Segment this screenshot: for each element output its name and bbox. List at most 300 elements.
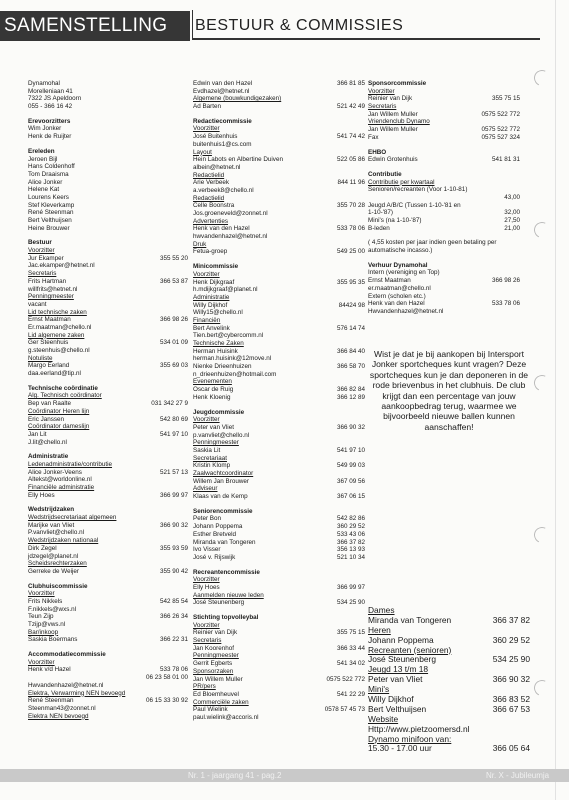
entry-text: Henk Kloenig: [193, 393, 231, 401]
entry-text: paul.wielink@accoris.nl: [193, 713, 259, 721]
entry-text: Website: [368, 713, 399, 724]
entry-text: Tom Draaisma: [28, 170, 69, 178]
section-title: [193, 508, 365, 516]
entry-text: Penningmeester: [193, 652, 239, 660]
section-title: [28, 583, 188, 591]
entry-text: Sponsorcommissie: [368, 80, 427, 87]
entry-text: Verhuur Dynamohal: [368, 261, 428, 269]
entry-value: 366 58 70: [336, 363, 365, 371]
entry-line: [28, 560, 188, 568]
entry-value: 366 90 32: [159, 521, 188, 529]
entry-text: Layout: [193, 148, 212, 156]
entry-text: Ernst Maatman: [28, 316, 71, 324]
entry-text: Edwin Grotenhuis: [368, 156, 418, 164]
entry-value: 27,50: [504, 217, 520, 224]
entry-value: 366 53 87: [159, 277, 188, 285]
entry-line: [193, 447, 365, 455]
section-title: [28, 385, 188, 393]
entry-value: 549 99 03: [336, 462, 365, 470]
entry-line: [28, 255, 188, 263]
entry-text: Morelleniaan 41: [28, 87, 73, 95]
entry-text: Secretaris: [193, 637, 222, 645]
entry-line: [368, 675, 530, 685]
entry-line: [193, 202, 365, 210]
entry-value: 521 10 34: [336, 553, 365, 561]
entry-line: [193, 629, 365, 637]
entry-text: Evenementen: [193, 378, 232, 386]
entry-line: [193, 195, 365, 203]
entry-value: 366 90 32: [336, 423, 365, 431]
entry-text: Aanmelden nieuwe leden: [193, 591, 264, 599]
entry-line: [193, 515, 365, 523]
entry-text: Marijke van Vliet: [28, 521, 75, 529]
entry-line: [28, 621, 188, 629]
entry-text: Bert Velthuijsen: [368, 703, 427, 714]
entry-line: [368, 277, 520, 285]
entry-text: Miranda van Tongeren: [368, 614, 452, 625]
entry-text: Druk: [193, 240, 207, 248]
entry-line: [28, 262, 188, 270]
entry-value: 366 37 82: [492, 614, 530, 625]
entry-line: [193, 576, 365, 584]
section-title: [368, 80, 520, 88]
entry-text: Jos.groeneveld@zonnet.nl: [193, 210, 268, 217]
entry-value: 366 81 85: [336, 80, 365, 87]
entry-value: 366 12 89: [336, 393, 365, 401]
entry-line: [28, 217, 188, 225]
entry-value: 366 26 34: [159, 613, 188, 621]
entry-line: [193, 699, 365, 707]
entry-line: [368, 118, 520, 126]
entry-value: 367 09 56: [336, 477, 365, 485]
entry-line: [28, 476, 188, 484]
entry-text: Wedstrijdsecretariaat algemeen: [28, 514, 117, 522]
section: [193, 508, 365, 562]
entry-line: [28, 362, 188, 370]
entry-line: [193, 599, 365, 607]
column-middle: [193, 80, 365, 729]
entry-text: José Steunenberg: [368, 654, 436, 665]
entry-value: 366 22 31: [159, 636, 188, 644]
entry-line: [193, 683, 365, 691]
entry-line: [28, 553, 188, 561]
entry-text: Wim Jonker: [28, 125, 62, 133]
entry-text: Ad Barten: [193, 103, 222, 111]
entry-line: [368, 239, 520, 247]
entry-value: 366 83 52: [492, 694, 530, 705]
entry-line: [368, 202, 520, 210]
section: [368, 262, 520, 316]
entry-value: 541 74 42: [336, 133, 365, 141]
entry-line: [28, 202, 188, 210]
entry-line: [193, 225, 365, 233]
binder-ring: [532, 373, 553, 394]
entry-text: Esther Bretveld: [193, 530, 237, 538]
entry-line: [193, 286, 365, 294]
entry-line: [28, 301, 188, 309]
binder-ring: [532, 220, 553, 241]
entry-text: willfrits@hetnet.nl: [28, 285, 78, 293]
entry-text: Redactiecommissie: [193, 117, 252, 125]
entry-line: [368, 156, 520, 164]
entry-value: 367 06 15: [336, 493, 365, 501]
entry-text: Administratie: [28, 453, 69, 461]
intersport-notice: Wist je dat je bij aankopen bij Intersport Jonker sportcheques kunt vragen? Deze sportcheques kun je dan deponeren in de rode brievenbus in het clubhuis. De club krijgt dan een percentage van jouw aankoopbedrag terug, waarmee we bijvoorbeeld nieuwe ballen kunnen aanschaffen!: [369, 349, 529, 432]
entry-text: Secretaris: [368, 103, 397, 111]
entry-line: [28, 484, 188, 492]
binder-ring: [532, 525, 553, 546]
entry-text: PR/pers: [193, 683, 216, 691]
entry-text: Dirk Zegel: [28, 544, 57, 552]
entry-text: Commerciële zaken: [193, 698, 249, 706]
section: [193, 263, 365, 401]
entry-text: Ed Bloemheuvel: [193, 690, 239, 698]
entry-line: [28, 125, 188, 133]
entry-line: [193, 187, 365, 195]
section: [193, 409, 365, 501]
entry-text: Saskia Boermans: [28, 636, 78, 644]
entry-text: Voorzitter: [368, 87, 395, 95]
entry-text: Heren: [368, 624, 391, 635]
entry-line: [28, 713, 188, 721]
entry-value: 360 29 52: [336, 523, 365, 531]
entry-text: Mini's (na 1-10-'87): [368, 217, 422, 224]
entry-value: 355 69 03: [159, 362, 188, 370]
entry-text: Voorzitter: [28, 658, 55, 666]
entry-value: 355 55 20: [159, 254, 188, 262]
entry-line: [193, 302, 365, 310]
entry-line: [28, 492, 188, 500]
entry-text: Henk van den Hazel: [368, 300, 425, 308]
entry-line: [28, 392, 188, 400]
entry-line: [28, 209, 188, 217]
entry-text: Jeugd A/B/C (Tussen 1-10-'81 en: [368, 201, 461, 209]
entry-line: [28, 332, 188, 340]
entry-text: Notuliste: [28, 354, 53, 362]
entry-line: [193, 637, 365, 645]
entry-text: Accommodatiecommissie: [28, 651, 106, 659]
footer-issue: Nr. 1 - jaargang 41 - pag.2: [188, 771, 282, 780]
entry-line: [368, 269, 520, 277]
entry-value: 0575 522 772: [326, 675, 365, 683]
entry-line: [28, 339, 188, 347]
entry-value: 366 99 97: [159, 491, 188, 499]
entry-line: [193, 80, 365, 88]
entry-text: Technische Zaken: [193, 340, 244, 347]
entry-text: Margo Eerland: [28, 362, 70, 370]
entry-text: ( 4,55 kosten per jaar indien geen betaling per: [368, 239, 497, 247]
section-title: [28, 506, 188, 514]
entry-line: [28, 439, 188, 447]
entry-line: [28, 590, 188, 598]
entry-value: 32,00: [504, 209, 520, 217]
entry-text: Paul Wielink: [193, 706, 228, 714]
entry-line: [28, 469, 188, 477]
entry-text: Celle Boonstra: [193, 202, 235, 210]
entry-text: José Buitenhuis: [193, 133, 238, 141]
entry-text: Oscar de Ruig: [193, 386, 234, 394]
entry-line: [28, 690, 188, 698]
entry-text: Willem Jan Brouwer: [193, 477, 249, 485]
entry-line: [193, 103, 365, 111]
entry-text: Alice Jonker-Veens: [28, 468, 82, 476]
entry-line: [28, 316, 188, 324]
entry-text: J.lit@chello.nl: [28, 438, 67, 446]
section-title: [368, 171, 520, 179]
entry-line: [193, 133, 365, 141]
entry-line: [193, 584, 365, 592]
entry-text: Willy15@chello.nl: [193, 309, 243, 317]
section: [193, 569, 365, 607]
section: [28, 506, 188, 575]
entry-text: Hans Coldenhoff: [28, 163, 75, 171]
entry-text: Frits Hartman: [28, 277, 67, 285]
entry-text: Hein Labots en Albertine Duiven: [193, 156, 283, 164]
entry-line: [28, 598, 188, 606]
entry-line: [368, 247, 520, 255]
entry-text: Ger Steenhuis: [28, 339, 69, 347]
entry-line: [28, 95, 188, 103]
entry-text: Elektra, Verwarming NEN bevoegd: [28, 689, 126, 697]
entry-text: Hwvandenhazel@hetnet.nl: [28, 681, 104, 689]
entry-text: Ereleden: [28, 147, 55, 155]
entry-line: [28, 636, 188, 644]
section: [28, 651, 188, 720]
entry-text: Stichting topvolleybal: [193, 614, 259, 621]
entry-text: Minicommissie: [193, 263, 239, 271]
entry-line: [193, 424, 365, 432]
entry-value: 21,00: [504, 224, 520, 232]
entry-text: Altekst@worldonline.nl: [28, 476, 92, 484]
entry-text: Tzijp@vws.nl: [28, 621, 66, 628]
entry-line: [368, 300, 520, 308]
section: [28, 80, 188, 111]
entry-line: [193, 172, 365, 180]
entry-value: 366 84 40: [336, 347, 365, 355]
entry-line: [193, 340, 365, 348]
entry-text: Algemene (bouwkundigezaken): [193, 95, 282, 103]
entry-line: [193, 394, 365, 402]
entry-text: Intern (vereniging en Top): [368, 269, 440, 277]
entry-text: Voorzitter: [193, 621, 220, 629]
entry-text: h.mdijkgraaf@planet.nl: [193, 286, 258, 294]
entry-text: Jur Ekamper: [28, 254, 64, 262]
entry-value: 541 34 02: [336, 660, 365, 668]
entry-text: Extern (scholen etc.): [368, 292, 426, 300]
entry-text: Kristin Klomp: [193, 462, 231, 470]
entry-text: Elektra NEN bevoegd: [28, 712, 89, 720]
entry-line: [193, 455, 365, 463]
entry-line: [368, 179, 520, 187]
entry-line: [28, 408, 188, 416]
entry-line: [193, 592, 365, 600]
entry-line: [193, 156, 365, 164]
entry-text: Penningmeester: [28, 293, 74, 301]
entry-text: Bert Velthuijsen: [28, 217, 72, 224]
entry-line: [28, 682, 188, 690]
entry-value: 366 82 84: [336, 386, 365, 394]
entry-value: 521 42 49: [336, 103, 365, 111]
entry-text: daa.eerland@tip.nl: [28, 370, 81, 378]
entry-text: Er.maatman@chello.nl: [28, 323, 92, 331]
entry-line: [193, 531, 365, 539]
entry-text: Voorzitter: [28, 590, 55, 598]
entry-text: Tien.bert@cybercomm.nl: [193, 332, 264, 340]
entry-value: 360 29 52: [492, 634, 530, 645]
section-title: [193, 614, 365, 622]
entry-line: [193, 493, 365, 501]
entry-line: [28, 355, 188, 363]
entry-line: [193, 539, 365, 547]
entry-value: 0578 57 45 73: [324, 706, 365, 714]
entry-text: er.maatman@chello.nl: [368, 284, 431, 292]
entry-text: Dames: [368, 605, 395, 615]
entry-line: [28, 545, 188, 553]
entry-line: [28, 270, 188, 278]
header-title-left: SAMENSTELLING: [0, 11, 190, 41]
entry-text: Peter van Vliet: [368, 674, 423, 685]
entry-line: [193, 164, 365, 172]
entry-line: [193, 652, 365, 660]
entry-value: 355 90 42: [159, 567, 188, 575]
entry-text: Dynamohal: [28, 80, 60, 87]
entry-line: [193, 141, 365, 149]
entry-text: buitenhuis1@cs.com: [193, 140, 252, 148]
entry-value: 366 33 44: [336, 644, 365, 652]
entry-line: [28, 666, 188, 674]
entry-value: 534 25 90: [336, 599, 365, 607]
entry-line: [193, 478, 365, 486]
entry-line: [28, 568, 188, 576]
entry-line: [368, 217, 520, 225]
entry-line: [193, 622, 365, 630]
entry-value: 549 25 00: [336, 248, 365, 256]
entry-line: [368, 111, 520, 119]
entry-line: [28, 293, 188, 301]
entry-text: Contributie: [368, 170, 402, 178]
entry-text: Helene Kat: [28, 186, 60, 194]
section-title: [28, 118, 188, 126]
entry-text: Zaalwachtcoordinator: [193, 470, 254, 477]
entry-line: [193, 554, 365, 562]
entry-text: Erevoorzitters: [28, 117, 71, 125]
entry-line: [28, 163, 188, 171]
entry-text: n_drieenhuizen@hotmail.com: [193, 370, 277, 378]
entry-text: Henk van den Hazel: [193, 225, 250, 233]
section-title: [368, 149, 520, 157]
entry-text: Alice Jonker: [28, 178, 63, 186]
entry-line: [193, 179, 365, 187]
entry-text: René Steenman: [28, 697, 74, 705]
section: [368, 149, 520, 164]
entry-text: Jeugdcommissie: [193, 408, 245, 416]
entry-text: Wedstrijdzaken nationaal: [28, 537, 99, 545]
entry-text: albein@hetnet.nl: [193, 163, 241, 171]
entry-text: Lourens Keers: [28, 193, 69, 201]
section-title: [28, 239, 188, 247]
entry-line: [193, 660, 365, 668]
entry-line: [28, 613, 188, 621]
entry-line: [193, 241, 365, 249]
entry-line: [28, 179, 188, 187]
entry-text: Arie Verbeek: [193, 179, 230, 187]
entry-text: Saskia Lit: [193, 446, 221, 454]
entry-text: B-leden: [368, 224, 390, 232]
entry-text: Miranda van Tongeren: [193, 538, 256, 546]
entry-line: [193, 149, 365, 157]
entry-line: [28, 370, 188, 378]
entry-line: [28, 194, 188, 202]
entry-text: Fetua-groep: [193, 248, 228, 256]
entry-value: 366 90 32: [492, 674, 530, 685]
entry-text: 15.30 - 17.00 uur: [368, 743, 432, 754]
entry-line: [193, 676, 365, 684]
entry-text: Stef Kleverkamp: [28, 201, 75, 209]
entry-text: Administratie: [193, 293, 230, 301]
section: [28, 385, 188, 447]
entry-text: Penningmeester: [193, 439, 239, 447]
entry-value: 542 85 54: [159, 597, 188, 605]
entry-line: [28, 186, 188, 194]
entry-text: Jan Lit: [28, 430, 47, 438]
entry-text: Recreantencommissie: [193, 568, 260, 576]
entry-line: [193, 645, 365, 653]
entry-value: 366 05 64: [492, 743, 530, 754]
entry-text: Henk de Ruijter: [28, 133, 72, 141]
entry-value: 355 95 35: [336, 278, 365, 286]
footer-issue-right: Nr. X - Jubileumja: [486, 771, 550, 780]
entry-line: [368, 225, 520, 233]
entry-value: 522 05 86: [336, 156, 365, 164]
entry-value: 355 75 15: [491, 95, 520, 103]
entry-value: 542 80 69: [159, 415, 188, 423]
entry-value: 541 97 10: [159, 430, 188, 438]
entry-text: Voorzitter: [28, 247, 55, 255]
entry-text: Henk v/d Hazel: [28, 666, 71, 674]
entry-text: Financiën: [193, 316, 221, 324]
entry-line: [193, 485, 365, 493]
entry-line: [193, 546, 365, 554]
entry-line: [28, 171, 188, 179]
entry-line: [28, 80, 188, 88]
section-title: [193, 409, 365, 417]
entry-line: [368, 134, 520, 142]
entry-line: [193, 332, 365, 340]
entry-text: Mini's: [368, 684, 390, 695]
entry-text: Scheidsrechterzaken: [28, 560, 87, 568]
entry-line: [28, 431, 188, 439]
section-title: [193, 118, 365, 126]
entry-value: 0575 522 772: [481, 126, 520, 134]
entry-line: [193, 386, 365, 394]
entry-line: [193, 279, 365, 287]
entry-text: p.vanvliet@chello.nl: [193, 431, 250, 439]
entry-line: [193, 706, 365, 714]
entry-line: [368, 209, 520, 217]
entry-value: 542 82 86: [336, 515, 365, 523]
entry-line: [193, 233, 365, 241]
entry-line: [368, 126, 520, 134]
entry-line: [193, 325, 365, 333]
entry-line: [193, 470, 365, 478]
entry-text: Bestuur: [28, 239, 52, 247]
entry-text: herman.huisink@12move.nl: [193, 355, 272, 363]
entry-text: Reinier van Dijk: [193, 629, 238, 637]
entry-text: Financiële administratie: [28, 484, 95, 491]
entry-text: Herman Huisink: [193, 347, 238, 355]
entry-line: [193, 523, 365, 531]
section: [28, 148, 188, 233]
